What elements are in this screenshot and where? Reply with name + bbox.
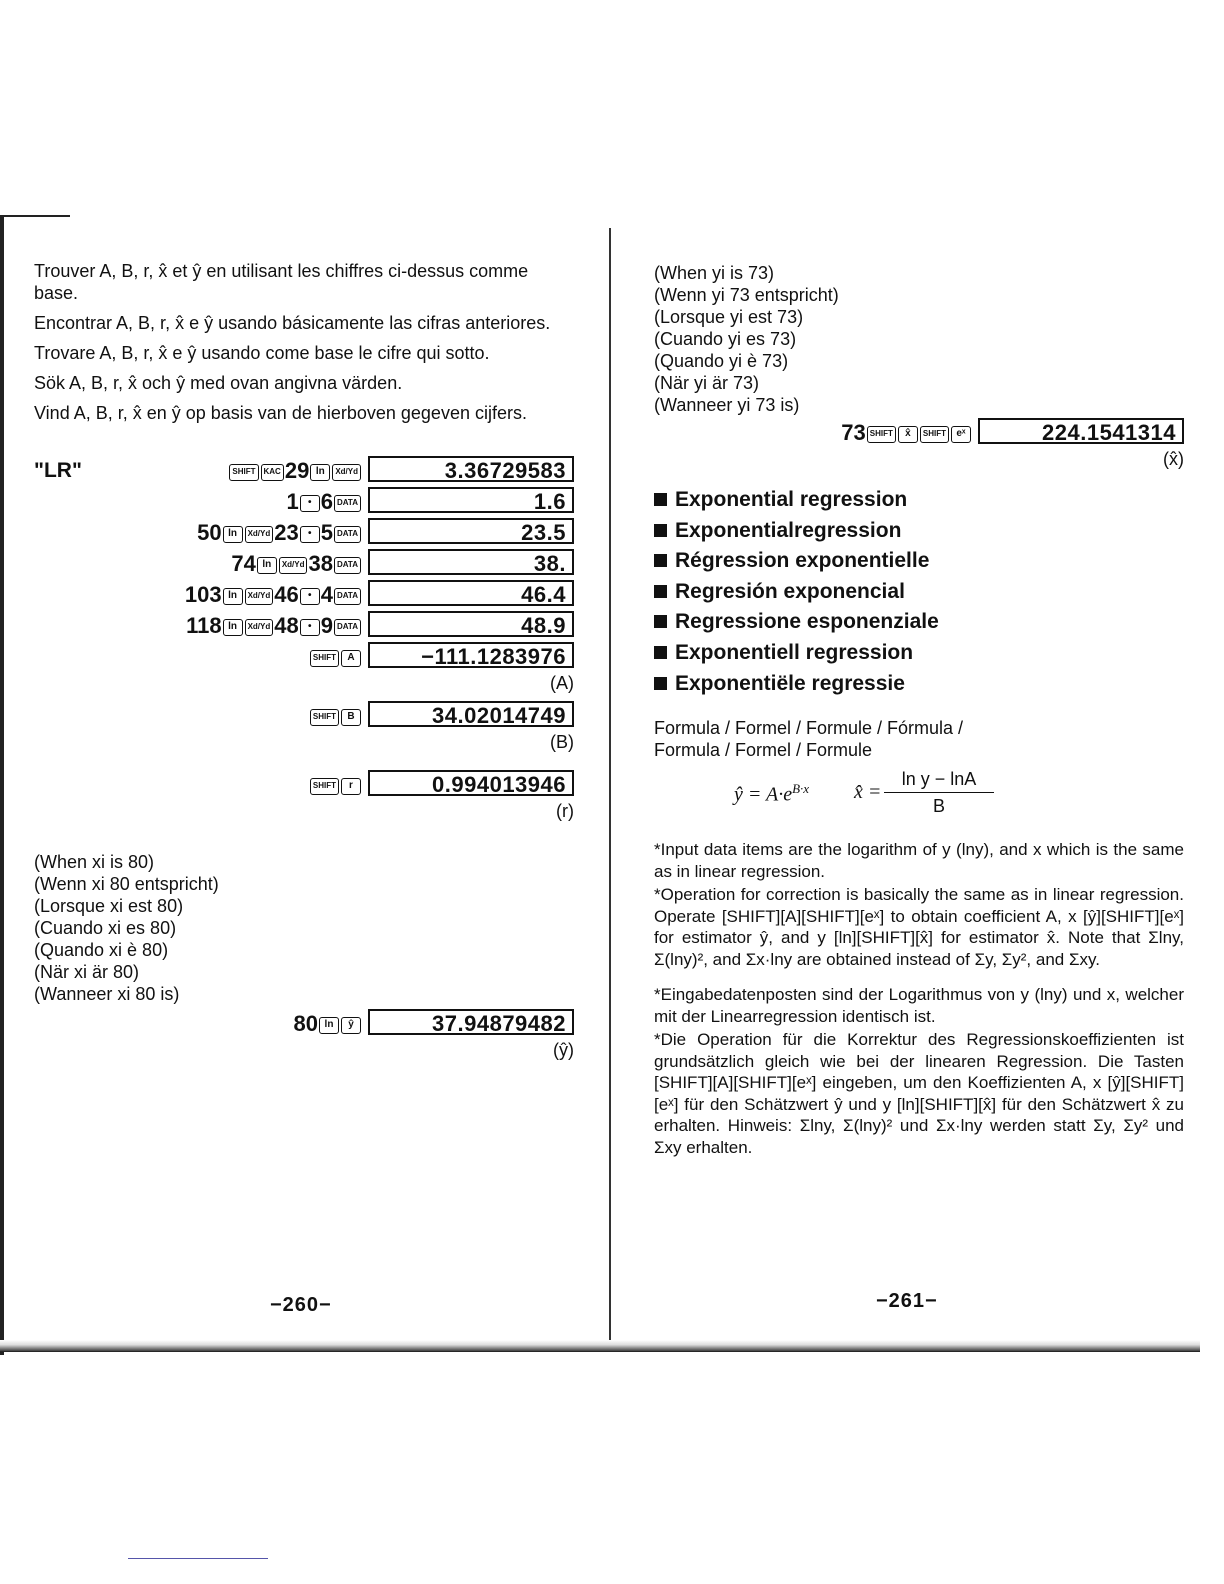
when-es: (Cuando yi es 73) [654, 329, 797, 349]
number-input: 74 [231, 551, 256, 576]
entry-row-4 [34, 549, 574, 580]
result-tag-r: (r) [556, 801, 574, 821]
calculator-display: 48.9 [368, 611, 574, 637]
key-sequence [231, 551, 362, 577]
number-input: 73 [841, 420, 866, 445]
calculator-display: 0.994013946 [368, 770, 574, 796]
ln-key: ln [223, 526, 243, 543]
number-input: 48 [274, 613, 299, 638]
when-de: (Wenn yi 73 entspricht) [654, 285, 839, 305]
heading-sv: Exponentiell regression [654, 638, 1184, 669]
yhat-formula: ŷ = $A\cdot e^{B\cdot x}$ [734, 781, 810, 806]
yhat-row [34, 1009, 574, 1040]
key-sequence [309, 703, 362, 729]
number-input: 80 [293, 1011, 318, 1036]
when-nl: (Wanneer yi 73 is) [654, 395, 800, 415]
intro-fr: Trouver A, B, r, x̂ et ŷ en utilisant les chiffres ci-dessus comme base. [34, 261, 529, 303]
number-input: 23 [274, 520, 299, 545]
dot-key: • [300, 588, 320, 605]
key-sequence [294, 1011, 362, 1037]
entry-row-1 [34, 456, 574, 487]
key-sequence [228, 458, 362, 484]
data-key: DATA [334, 557, 361, 574]
number-input: 118 [186, 613, 222, 638]
lr-mode-label: "LR" [34, 459, 82, 482]
key-sequence [186, 613, 362, 639]
dot-key: • [300, 526, 320, 543]
xy-key: Xd/Yd [245, 526, 274, 543]
entry-row-2 [34, 487, 574, 518]
number-input: 46 [274, 582, 299, 607]
top-edge-mark [0, 215, 70, 217]
xy-key: Xd/Yd [245, 588, 274, 605]
note-en-1: *Input data items are the logarithm of y (lny), and x which is the same as in linear regression. [654, 840, 1184, 881]
result-tag-yhat: (ŷ) [553, 1040, 574, 1060]
shift-key: SHIFT [867, 426, 896, 443]
calculator-display: 224.1541314 [978, 418, 1184, 444]
calculator-display: 38. [368, 549, 574, 575]
result-tag-A: (A) [550, 673, 574, 693]
bullet-square-icon [654, 615, 667, 628]
key-sequence [309, 772, 362, 798]
b-key: B [341, 709, 361, 726]
key-sequence [185, 582, 362, 608]
intro-multilingual [34, 260, 574, 424]
note-de-1: *Eingabedatenposten sind der Logarithmus von y (lny) und x, welcher mit der Linearregression identisch ist. [654, 985, 1184, 1026]
ln-key: ln [223, 619, 243, 636]
intro-es: Encontrar A, B, r, x̂ e ŷ usando básicamente las cifras anteriores. [34, 313, 551, 333]
calculator-display: 3.36729583 [368, 456, 574, 482]
when-yi-list [654, 262, 1184, 416]
key-sequence [309, 644, 362, 670]
result-row-A [34, 642, 574, 673]
exp-key: eˣ [951, 426, 971, 443]
r-key: r [341, 778, 361, 795]
left-binding-edge [0, 215, 4, 1355]
when-xi-list [34, 851, 574, 1005]
section-headings [654, 485, 1184, 699]
number-input: 9 [320, 613, 333, 638]
when-es: (Cuando xi es 80) [34, 918, 177, 938]
when-it: (Quando xi è 80) [34, 940, 169, 960]
page-261 [654, 262, 1184, 1160]
intro-it: Trovare A, B, r, x̂ e ŷ usando come base le cifre qui sotto. [34, 343, 490, 363]
when-sv: (När xi är 80) [34, 962, 140, 982]
bullet-square-icon [654, 554, 667, 567]
number-input: 4 [320, 582, 333, 607]
center-fold-line [609, 228, 611, 1340]
xy-key: Xd/Yd [332, 464, 361, 481]
number-input: 5 [320, 520, 333, 545]
calculator-display: 34.02014749 [368, 701, 574, 727]
ln-key: ln [310, 464, 330, 481]
bullet-square-icon [654, 585, 667, 598]
data-key: DATA [334, 588, 361, 605]
xhat-row [654, 418, 1184, 449]
heading-nl: Exponentiële regressie [654, 669, 1184, 700]
data-key: DATA [334, 526, 361, 543]
page-number-right: −261− [876, 1290, 938, 1312]
notes-english [654, 839, 1184, 970]
kac-key: KAC [261, 464, 284, 481]
note-en-2: *Operation for correction is basically the same as in linear regression. Operate [SHIFT][A][SHIFT][eˣ] to obtain coefficient A, x [ŷ][SHIFT][eˣ] for estimator ŷ, and y [ln][SHIFT][x̂] for estimator x̂. Note that Σlny, Σ(lny)², and Σx·lny are obtained instead of Σy, Σy², and Σxy. [654, 885, 1184, 969]
data-key: DATA [334, 619, 361, 636]
intro-nl: Vind A, B, r, x̂ en ŷ op basis van de hierboven gegeven cijfers. [34, 403, 527, 423]
notes-german [654, 984, 1184, 1158]
ln-key: ln [319, 1017, 339, 1034]
key-sequence [841, 420, 972, 446]
entry-row-5 [34, 580, 574, 611]
dot-key: • [300, 495, 320, 512]
entry-row-3 [34, 518, 574, 549]
when-nl: (Wanneer xi 80 is) [34, 984, 180, 1004]
result-row-r [34, 770, 574, 801]
note-de-2: *Die Operation für die Korrektur des Regressionskoeffizienten ist grundsätzlich gleich wie bei der linearen Regression. Die Tasten [SHIFT][A][SHIFT][eˣ] eingeben, um den Koeffizienten A, x [ŷ][SHIFT][eˣ] für den Schätzwert ŷ und y [ln][SHIFT][x̂] für den Schätzwert x̂ zu erhalten. Hinweis: Σlny, Σ(lny)² und Σx·lny werden statt Σy, Σy² und Σxy erhalten. [654, 1030, 1184, 1157]
xy-key: Xd/Yd [245, 619, 274, 636]
when-fr: (Lorsque xi est 80) [34, 896, 184, 916]
xhat-key: x̂ [898, 426, 918, 443]
a-key: A [341, 650, 361, 667]
page-number-left: −260− [270, 1294, 332, 1316]
shift-key: SHIFT [310, 650, 339, 667]
bullet-square-icon [654, 646, 667, 659]
heading-de: Exponentialregression [654, 516, 1184, 547]
number-input: 29 [284, 458, 310, 483]
bullet-square-icon [654, 493, 667, 506]
heading-fr: Régression exponentielle [654, 546, 1184, 577]
when-sv: (När yi är 73) [654, 373, 760, 393]
shift-key: SHIFT [310, 709, 339, 726]
when-fr: (Lorsque yi est 73) [654, 307, 804, 327]
when-de: (Wenn xi 80 entspricht) [34, 874, 219, 894]
page-260 [34, 260, 574, 1068]
bottom-page-edge [0, 1340, 1200, 1352]
shift-key: SHIFT [310, 778, 339, 795]
key-sequence [197, 520, 362, 546]
formula [654, 767, 1184, 829]
yhat-key: ŷ [341, 1017, 361, 1034]
heading-it: Regressione esponenziale [654, 607, 1184, 638]
when-en: (When xi is 80) [34, 852, 155, 872]
calculator-display: −111.1283976 [368, 642, 574, 668]
bullet-square-icon [654, 524, 667, 537]
calculator-display: 1.6 [368, 487, 574, 513]
when-en: (When yi is 73) [654, 263, 775, 283]
ln-key: ln [257, 557, 277, 574]
intro-sv: Sök A, B, r, x̂ och ŷ med ovan angivna värden. [34, 373, 403, 393]
result-tag-B: (B) [550, 732, 574, 752]
xhat-formula-lhs: x̂ = [854, 781, 882, 804]
result-tag-xhat: (x̂) [1163, 449, 1184, 469]
number-input: 103 [184, 582, 222, 607]
calculator-display: 46.4 [368, 580, 574, 606]
result-row-B [34, 701, 574, 732]
data-key: DATA [334, 495, 361, 512]
xhat-fraction: $\frac{\text{ln y − lnA}}{B}$ [884, 769, 994, 817]
number-input: 1 [286, 489, 299, 514]
heading-es: Regresión exponencial [654, 577, 1184, 608]
formula-label: Formula / Formel / Formule / Fórmula / Formula / Formel / Formule [654, 718, 964, 761]
heading-en: Exponential regression [654, 485, 1184, 516]
number-input: 6 [320, 489, 333, 514]
ln-key: ln [223, 588, 243, 605]
calculator-display: 37.94879482 [368, 1009, 574, 1035]
entry-row-6 [34, 611, 574, 642]
bottom-mark [128, 1558, 268, 1559]
when-it: (Quando yi è 73) [654, 351, 789, 371]
number-input: 50 [197, 520, 222, 545]
key-sequence [286, 489, 362, 515]
calculator-display: 23.5 [368, 518, 574, 544]
dot-key: • [300, 619, 320, 636]
xy-key: Xd/Yd [279, 557, 308, 574]
shift-key: SHIFT [229, 464, 258, 481]
bullet-square-icon [654, 677, 667, 690]
shift-key: SHIFT [920, 426, 949, 443]
number-input: 38 [308, 551, 333, 576]
